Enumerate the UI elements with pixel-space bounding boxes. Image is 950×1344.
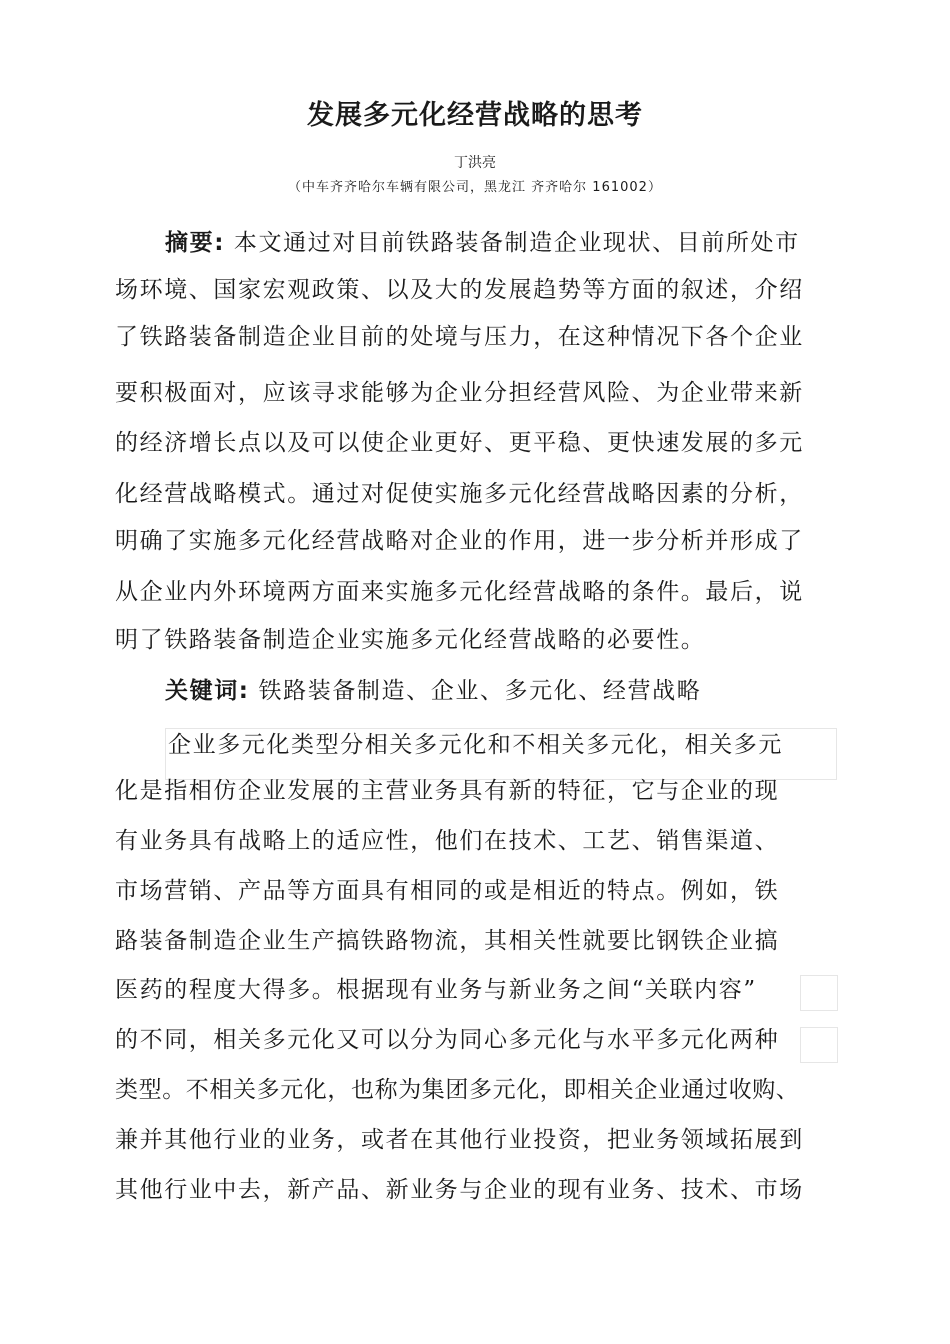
body-line: 化是指相仿企业发展的主营业务具有新的特征，它与企业的现 xyxy=(115,778,780,804)
abstract-line: 了铁路装备制造企业目前的处境与压力，在这种情况下各个企业 xyxy=(115,324,804,350)
abstract-line: 要积极面对，应该寻求能够为企业分担经营风险、为企业带来新 xyxy=(115,380,804,406)
keywords-line xyxy=(165,674,701,708)
abstract-line: 明确了实施多元化经营战略对企业的作用，进一步分析并形成了 xyxy=(115,528,804,554)
text-frame xyxy=(800,1027,838,1063)
abstract-label: 摘要: xyxy=(165,230,225,256)
author-affiliation: （中车齐齐哈尔车辆有限公司，黑龙江 齐齐哈尔 161002） xyxy=(288,180,662,195)
body-line: 类型。不相关多元化，也称为集团多元化，即相关企业通过收购、 xyxy=(115,1077,800,1103)
abstract-line: 场环境、国家宏观政策、以及大的发展趋势等方面的叙述，介绍 xyxy=(115,277,804,303)
keywords-label: 关键词: xyxy=(165,678,250,704)
abstract-line: 化经营战略模式。通过对促使实施多元化经营战略因素的分析， xyxy=(115,481,804,507)
abstract-line xyxy=(165,226,800,260)
keywords-text: 铁路装备制造、企业、多元化、经营战略 xyxy=(258,678,702,704)
body-line: 有业务具有战略上的适应性，他们在技术、工艺、销售渠道、 xyxy=(115,828,780,854)
author-name: 丁洪亮 xyxy=(454,155,496,171)
paper-title: 发展多元化经营战略的思考 xyxy=(307,100,643,131)
abstract-text: 本文通过对目前铁路装备制造企业现状、目前所处市 xyxy=(233,230,800,256)
abstract-line: 明了铁路装备制造企业实施多元化经营战略的必要性。 xyxy=(115,627,706,653)
abstract-line: 的经济增长点以及可以使企业更好、更平稳、更快速发展的多元 xyxy=(115,430,804,456)
body-line: 企业多元化类型分相关多元化和不相关多元化，相关多元 xyxy=(168,732,783,758)
body-line: 的不同，相关多元化又可以分为同心多元化与水平多元化两种 xyxy=(115,1027,780,1053)
text-frame xyxy=(800,975,838,1011)
abstract-line: 从企业内外环境两方面来实施多元化经营战略的条件。最后，说 xyxy=(115,579,804,605)
body-line: 市场营销、产品等方面具有相同的或是相近的特点。例如，铁 xyxy=(115,878,780,904)
body-line: 兼并其他行业的业务，或者在其他行业投资，把业务领域拓展到 xyxy=(115,1127,804,1153)
body-line: 路装备制造企业生产搞铁路物流，其相关性就要比钢铁企业搞 xyxy=(115,928,780,954)
body-line: 其他行业中去，新产品、新业务与企业的现有业务、技术、市场 xyxy=(115,1177,804,1203)
body-line: 医药的程度大得多。根据现有业务与新业务之间“关联内容” xyxy=(115,977,757,1003)
